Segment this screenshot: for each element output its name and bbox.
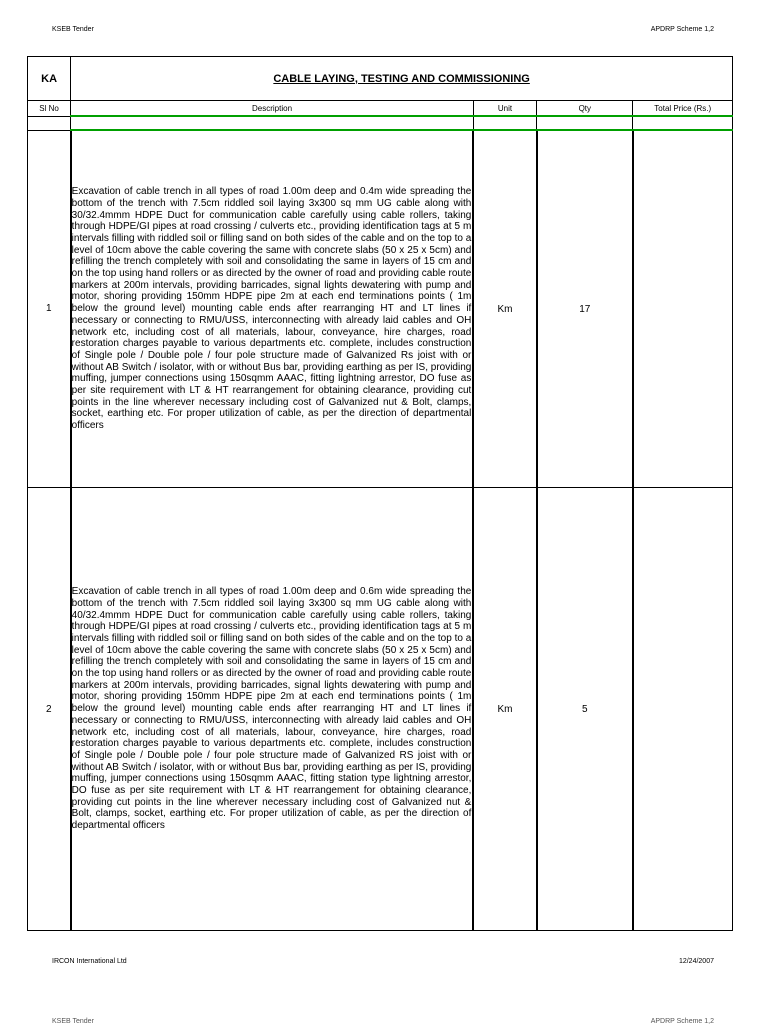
- item-description: Excavation of cable trench in all types of road 1.00m deep and 0.4m wide spreading the bottom of the trench with 7.5cm riddled soil laying 3x300 sq mm UG cable along with 30/32.4mmm HDPE Duct for communication cable carefully using cable rollers, taking through HDPE/GI pipes at road crossing / culverts etc., providing identification tags at 5 m intervals filling with riddled soil or filling sand on both sides of the cable and on the top to a level of 10cm above the cable covering the same with concrete slabs (50 x 25 x 5cm) and refilling the trench completely with soil and consolidating the same in layers of 15 cm and on the top using hand rollers or as directed by the owner of road and providing cable route markers at 200m intervals, providing barricades, signal lights dewatering with pump and motor, shoring providing 150mm HDPE pipe 2m at each end terminations points ( 1m below the ground level) mounting cable ends after rearranging HT and LT lines if necessary or connecting to RMU/USS, interconnecting with already laid cables and OH network etc, including cost of all materials, labour, conveyance, hire charges, road restoration charges payable to various departments etc. complete, includes construction of Single pole / Double pole / four pole structure made of Galvanized Rs joist with or without AB Switch / isolator, with or without Bus bar, providing earthing as per IS, providing muffing, jumper connections using 150sqmm AAAC, fitting lightning arrestor, DO fuse as per site requirement with LT & HT rearrangement for obtaining clearance, providing cut points in the line wherever necessary including cost of Galvanized nut & Bolt, clamps, socket, earthing etc. For proper utilization of cable, as per the direction of departmental officers: [71, 130, 474, 488]
- next-page-header-right: APDRP Scheme 1,2: [650, 1018, 714, 1025]
- page-footer-left: IRCON International Ltd: [52, 958, 127, 965]
- bill-of-quantities-table: [27, 56, 733, 931]
- page-footer-right: 12/24/2007: [678, 958, 714, 965]
- item-sl-no: 1: [28, 130, 71, 488]
- spacer-cell: [71, 116, 474, 130]
- spacer-cell: [537, 116, 633, 130]
- item-unit: Km: [473, 130, 536, 488]
- column-header-sl-no: Sl No: [28, 101, 71, 117]
- column-header-row: [28, 101, 733, 117]
- table-row: [28, 130, 733, 488]
- spacer-cell: [28, 116, 71, 130]
- next-page-header-left: KSEB Tender: [52, 1018, 94, 1025]
- item-total-price: [633, 130, 733, 488]
- item-qty: 17: [537, 130, 633, 488]
- spacer-row: [28, 116, 733, 130]
- spacer-cell: [473, 116, 536, 130]
- column-header-description: Description: [71, 101, 474, 117]
- page-header-left: KSEB Tender: [52, 26, 94, 33]
- section-title: CABLE LAYING, TESTING AND COMMISSIONING: [71, 57, 733, 101]
- spacer-cell: [633, 116, 733, 130]
- column-header-qty: Qty: [537, 101, 633, 117]
- column-header-total-price: Total Price (Rs.): [633, 101, 733, 117]
- item-qty: 5: [537, 488, 633, 931]
- table-row: [28, 488, 733, 931]
- column-header-unit: Unit: [473, 101, 536, 117]
- item-unit: Km: [473, 488, 536, 931]
- section-code: KA: [28, 57, 71, 101]
- item-sl-no: 2: [28, 488, 71, 931]
- page-header-right: APDRP Scheme 1,2: [650, 26, 714, 33]
- item-total-price: [633, 488, 733, 931]
- section-title-row: [28, 57, 733, 101]
- item-description: Excavation of cable trench in all types of road 1.00m deep and 0.6m wide spreading the bottom of the trench with 7.5cm riddled soil laying 3x300 sq mm UG cable along with 40/32.4mmm HDPE Duct for communication cable carefully using cable rollers, taking through HDPE/GI pipes at road crossing / culverts etc., providing identification tags at 5 m intervals filling with riddled soil or filling sand on both sides of the cable and on the top to a level of 10cm above the cable covering the same with concrete slabs (50 x 25 x 5cm) and refilling the trench completely with soil and consolidating the same in layers of 15 cm and on the top using hand rollers or as directed by the owner of road and providing cable route markers at 200m intervals, providing barricades, signal lights dewatering with pump and motor, shoring providing 150mm HDPE pipe 2m at each end terminations points ( 1m below the ground level) mounting cable ends after rearranging HT and LT lines if necessary or connecting to RMU/USS, interconnecting with already laid cables and OH network etc, including cost of all materials, labour, conveyance, hire charges, road restoration charges payable to various departments etc. complete, includes construction of Single pole / Double pole / four pole structure made of Galvanized RS joist with or without AB Switch / isolator, with or without Bus bar, providing earthing as per IS, providing muffing, jumper connections using 150sqmm AAAC, fitting station type lightning arrestor, DO fuse as per site requirement with LT & HT rearrangement for obtaining clearance, providing cut points in the line wherever necessary including cost of Galvanized nut & Bolt, clamps, socket, earthing etc. For proper utilization of cable, as per the direction of departmental officers: [71, 488, 474, 931]
